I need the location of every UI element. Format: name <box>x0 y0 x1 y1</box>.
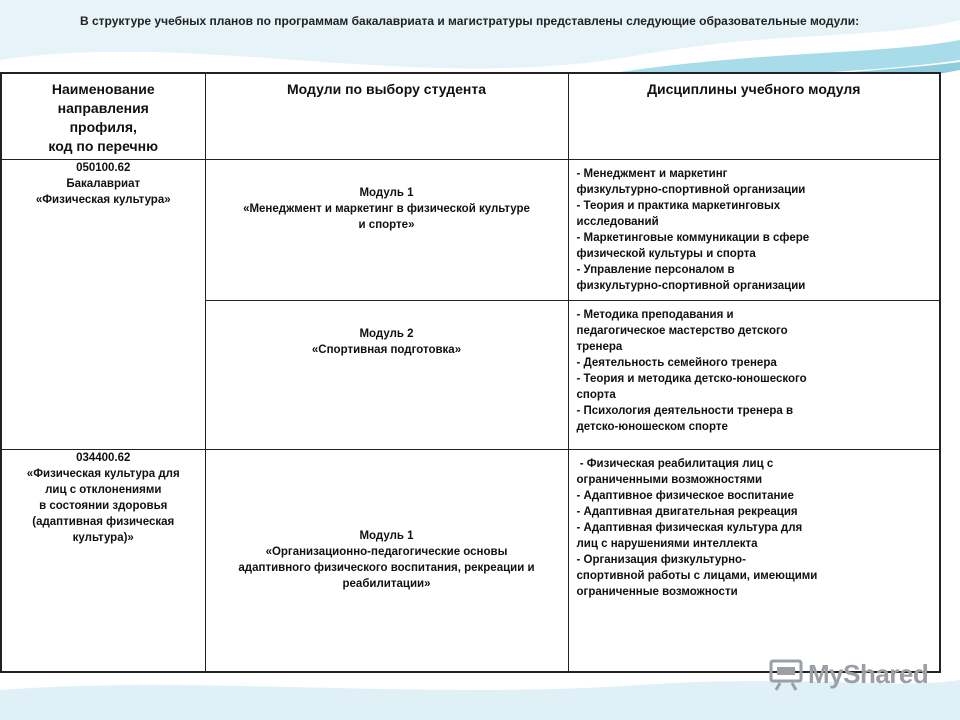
program-line: лиц с отклонениями <box>45 483 162 496</box>
header-modules-label: Модули по выбору студента <box>287 81 486 97</box>
header-program-line: Наименование <box>51 81 155 97</box>
program-cell <box>1 449 205 672</box>
module-title: Модуль 2 <box>359 327 414 340</box>
disciplines-cell <box>568 449 940 672</box>
program-code: 050100.62 <box>76 161 131 174</box>
header-program <box>1 73 205 159</box>
discipline-line: педагогическое мастерство детского <box>576 324 788 337</box>
discipline-line: ограниченные возможности <box>576 585 738 598</box>
module-line: адаптивного физического воспитания, рекреации и <box>238 562 535 575</box>
module-cell <box>205 300 568 449</box>
watermark-text: MyShared <box>808 658 929 689</box>
modules-table <box>0 72 941 673</box>
program-line: Бакалавриат <box>66 177 141 190</box>
header-disciplines-label: Дисциплины учебного модуля <box>647 81 861 97</box>
discipline-line: - Психология деятельности тренера в <box>576 404 794 417</box>
discipline-line: исследований <box>576 215 659 228</box>
discipline-line: - Управление персоналом в <box>576 263 735 276</box>
discipline-line: - Деятельность семейного тренера <box>576 356 777 369</box>
discipline-line: спорта <box>576 388 616 401</box>
discipline-line: тренера <box>576 340 623 353</box>
discipline-line: физкультурно-спортивной организации <box>576 183 806 196</box>
discipline-line: физкультурно-спортивной организации <box>576 279 806 292</box>
program-cell <box>1 159 205 449</box>
module-title: Модуль 1 <box>359 186 414 199</box>
discipline-line: - Менеджмент и маркетинг <box>576 167 728 180</box>
table-row <box>1 159 940 300</box>
disciplines-cell <box>568 159 940 300</box>
header-disciplines <box>568 73 940 159</box>
header-program-line: направления <box>57 100 149 116</box>
module-line: реабилитации» <box>342 578 431 591</box>
program-line: (адаптивная физическая <box>32 515 175 528</box>
watermark <box>768 656 928 692</box>
discipline-line: физической культуры и спорта <box>576 247 756 260</box>
discipline-line: - Адаптивная физическая культура для <box>576 521 803 534</box>
module-cell <box>205 159 568 300</box>
header-program-line: профиля, <box>69 119 137 135</box>
slide-heading: В структуре учебных планов по программам бакалавриата и магистратуры представлены следующие образовательные модули: <box>80 14 860 28</box>
presentation-icon <box>768 657 804 691</box>
discipline-line: - Адаптивная двигательная рекреация <box>576 505 798 518</box>
module-cell <box>205 449 568 672</box>
header-row <box>1 73 940 159</box>
table-row <box>1 449 940 672</box>
program-code: 034400.62 <box>76 451 131 464</box>
program-line: «Физическая культура» <box>35 193 171 206</box>
discipline-line: ограниченными возможностями <box>576 473 763 486</box>
program-line: в состоянии здоровья <box>39 499 168 512</box>
discipline-line: лиц с нарушениями интеллекта <box>576 537 758 550</box>
discipline-line: - Организация физкультурно- <box>576 553 746 566</box>
header-modules <box>205 73 568 159</box>
module-line: «Организационно-педагогические основы <box>265 546 508 559</box>
discipline-line: детско-юношеском спорте <box>576 420 728 433</box>
disciplines-cell <box>568 300 940 449</box>
discipline-line: - Методика преподавания и <box>576 308 734 321</box>
discipline-line: - Маркетинговые коммуникации в сфере <box>576 231 810 244</box>
module-line: и спорте» <box>358 218 415 231</box>
header-program-line: код по перечню <box>48 138 159 154</box>
discipline-line: - Теория и практика маркетинговых <box>576 199 781 212</box>
module-title: Модуль 1 <box>359 530 414 543</box>
program-line: культура)» <box>72 531 134 544</box>
discipline-line: спортивной работы с лицами, имеющими <box>576 569 818 582</box>
module-line: «Менеджмент и маркетинг в физической культуре <box>243 202 530 215</box>
discipline-line: - Адаптивное физическое воспитание <box>576 489 794 502</box>
program-line: «Физическая культура для <box>26 467 180 480</box>
discipline-line: - Физическая реабилитация лиц с <box>576 457 774 470</box>
discipline-line: - Теория и методика детско-юношеского <box>576 372 807 385</box>
module-line: «Спортивная подготовка» <box>311 343 462 356</box>
